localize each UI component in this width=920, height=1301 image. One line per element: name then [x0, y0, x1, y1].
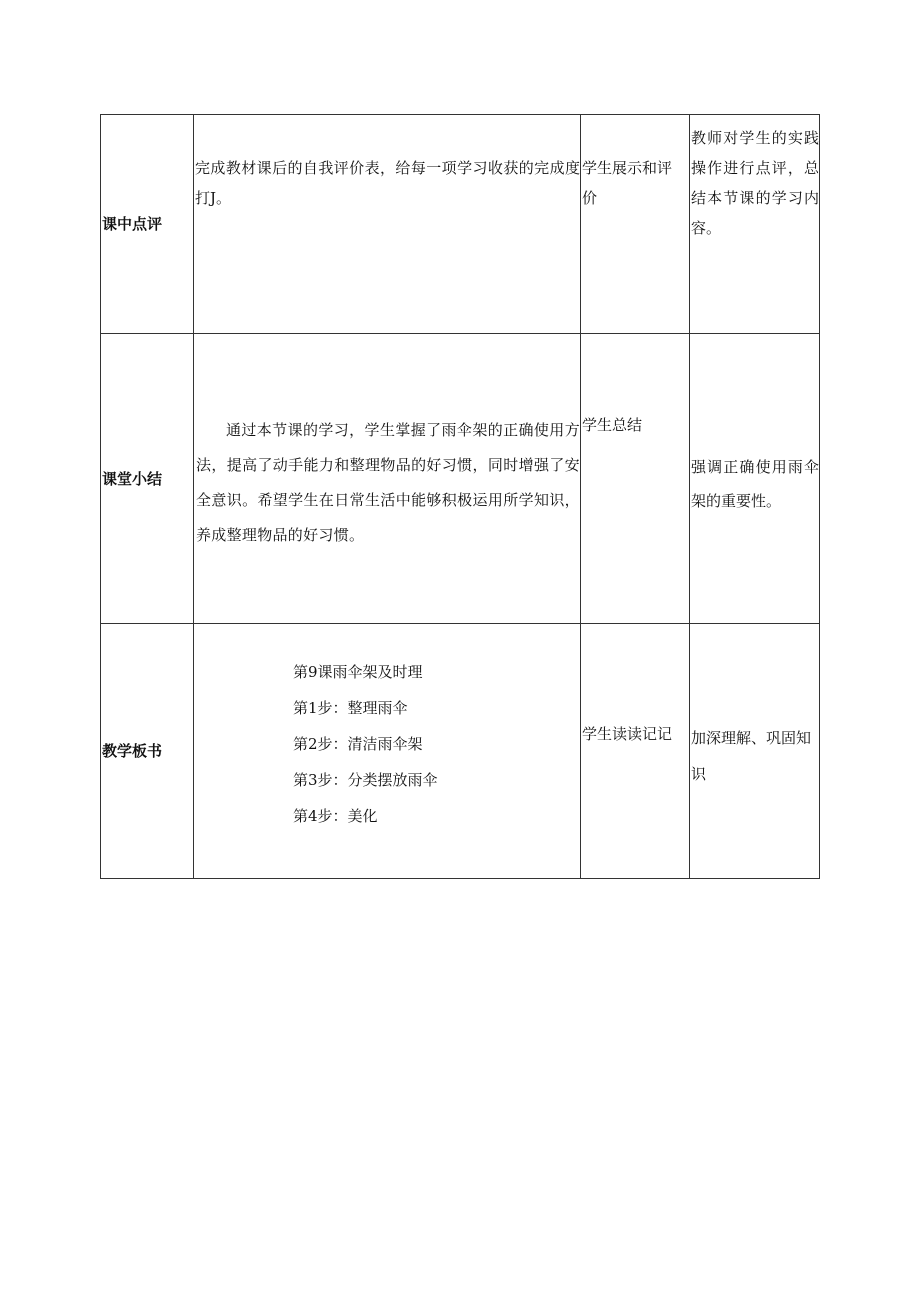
summary-content-text: 通过本节课的学习，学生掌握了雨伞架的正确使用方法，提高了动手能力和整理物品的好习惯，同时增强了安全意识。希望学生在日常生活中能够积极运用所学知识，养成整理物品的好习惯。: [196, 421, 580, 544]
table-row-summary: [101, 334, 820, 624]
table-row-review: [101, 115, 820, 334]
review-content-text: 完成教材课后的自我评价表，给每一项学习收获的完成度打J。: [195, 159, 580, 207]
content-cell-blackboard: [194, 624, 581, 879]
summary-student-text: 学生总结: [582, 416, 643, 434]
summary-teacher-text: 强调正确使用雨伞架的重要性。: [691, 458, 819, 510]
review-student-text: 学生展示和评价: [582, 159, 673, 207]
student-cell-review: [581, 115, 690, 334]
teacher-cell-summary: [690, 334, 820, 624]
teacher-cell-blackboard: [690, 624, 820, 879]
blackboard-teacher-text: 加深理解、巩固知识: [691, 729, 812, 783]
board-step-4: 第4步：美化: [293, 807, 378, 825]
board-step-1: 第1步：整理雨伞: [293, 699, 408, 717]
content-cell-review: [194, 115, 581, 334]
student-cell-blackboard: [581, 624, 690, 879]
table-row-blackboard: [101, 624, 820, 879]
board-title: 第9课雨伞架及时理: [293, 663, 423, 681]
content-cell-summary: [194, 334, 581, 624]
blackboard-student-text: 学生读读记记: [582, 725, 673, 743]
student-cell-summary: [581, 334, 690, 624]
row-label-review: 课中点评: [101, 115, 194, 334]
review-teacher-text: 教师对学生的实践操作进行点评，总结本节课的学习内容。: [691, 129, 819, 237]
board-step-3: 第3步：分类摆放雨伞: [293, 771, 438, 789]
blackboard-steps: [293, 654, 563, 834]
board-step-2: 第2步：清洁雨伞架: [293, 735, 423, 753]
row-label-blackboard: 教学板书: [101, 624, 194, 879]
row-label-summary: 课堂小结: [101, 334, 194, 624]
teacher-cell-review: [690, 115, 820, 334]
lesson-plan-table: [100, 114, 820, 879]
